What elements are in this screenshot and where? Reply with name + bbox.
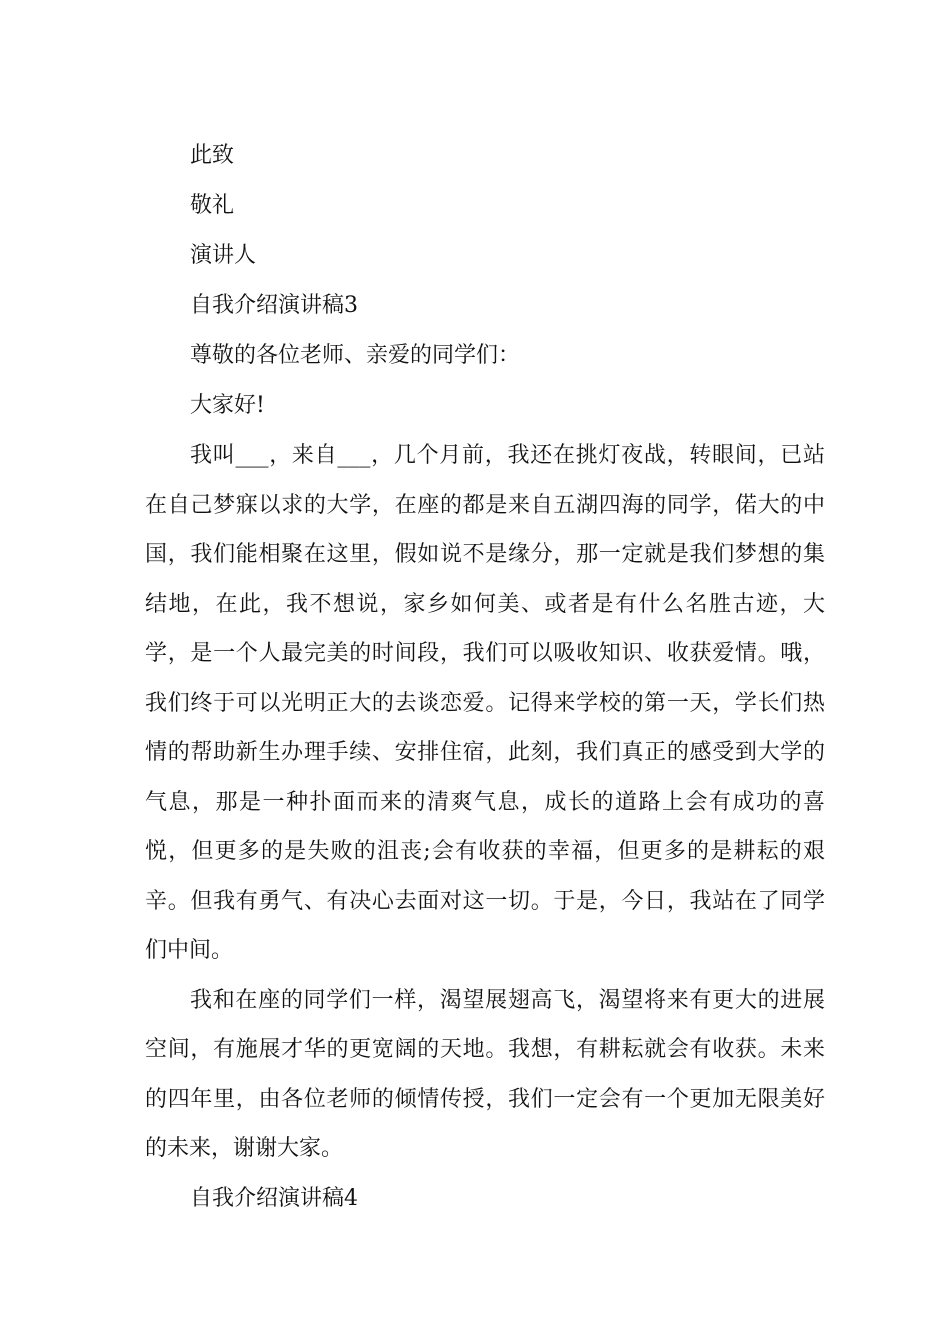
section-3-greeting: 尊敬的各位老师、亲爱的同学们：: [190, 343, 521, 368]
section-3-paragraph-2: 我和在座的同学们一样，渴望展翅高飞，渴望将来有更大的进展空间，有施展才华的更宽阔的天地。我想，有耕耘就会有收获。未来的四年里，由各位老师的倾情传授，我们一定会有一个更加无限美好的未来，谢谢大家。: [145, 987, 825, 1161]
section-3-hello: 大家好!: [190, 393, 265, 418]
closing-salutation-2: 敬礼: [190, 193, 235, 218]
closing-salutation-1: 此致: [190, 143, 235, 168]
section-4-heading: 自我介绍演讲稿4: [190, 1185, 358, 1211]
document-body: [145, 131, 825, 1224]
closing-signature: 演讲人: [190, 243, 257, 268]
section-3-paragraph-1: 我叫___，来自___，几个月前，我还在挑灯夜战，转眼间，已站在自己梦寐以求的大学，在座的都是来自五湖四海的同学，偌大的中国，我们能相聚在这里，假如说不是缘分，那一定就是我们梦想的集结地，在此，我不想说，家乡如何美、或者是有什么名胜古迹，大学，是一个人最完美的时间段，我们可以吸收知识、收获爱情。哦，我们终于可以光明正大的去谈恋爱。记得来学校的第一天，学长们热情的帮助新生办理手续、安排住宿，此刻，我们真正的感受到大学的气息，那是一种扑面而来的清爽气息，成长的道路上会有成功的喜悦，但更多的是失败的沮丧;会有收获的幸福，但更多的是耕耘的艰辛。但我有勇气、有决心去面对这一切。于是，今日，我站在了同学们中间。: [145, 443, 825, 963]
section-3-heading: 自我介绍演讲稿3: [190, 293, 358, 318]
